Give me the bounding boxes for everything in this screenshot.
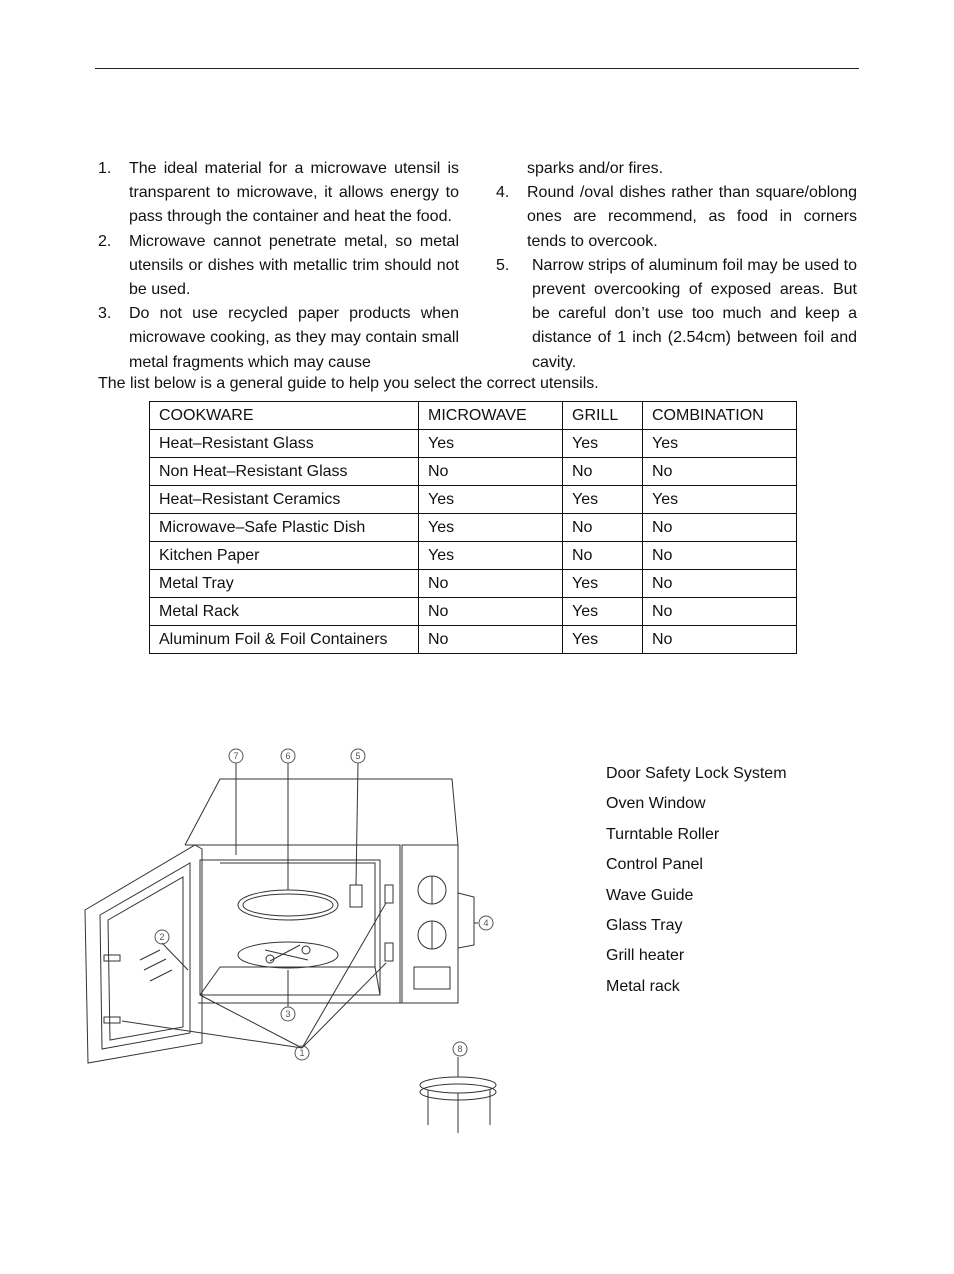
callout-6: 6: [285, 751, 291, 761]
table-cell: Aluminum Foil & Foil Containers: [150, 626, 419, 654]
table-row: [150, 598, 797, 626]
callout-7: 7: [233, 751, 239, 761]
table-header-cell: COOKWARE: [150, 402, 419, 430]
callout-8: 8: [457, 1044, 463, 1054]
table-cell: No: [419, 598, 563, 626]
instruction-number: 5.: [496, 256, 510, 274]
instruction-text: Microwave cannot penetrate metal, so metal utensils or dishes with metallic trim should not be used.: [129, 232, 459, 299]
table-row: [150, 430, 797, 458]
table-cell: Kitchen Paper: [150, 542, 419, 570]
table-row: [150, 570, 797, 598]
table-cell: Yes: [419, 486, 563, 514]
part-label: Door Safety Lock System: [606, 765, 787, 782]
table-cell: Yes: [563, 430, 643, 458]
table-header-cell: MICROWAVE: [419, 402, 563, 430]
callout-5: 5: [355, 751, 361, 761]
table-header-cell: COMBINATION: [643, 402, 797, 430]
instruction-continuation: sparks and/or fires.: [527, 160, 664, 177]
table-cell: No: [563, 542, 643, 570]
table-cell: No: [643, 542, 797, 570]
instruction-text: Narrow strips of aluminum foil may be used to prevent overcooking of exposed areas. But be careful don’t use too much and keep a distance of 1 inch (2.54cm) between foil and cavity.: [532, 256, 857, 371]
table-cell: No: [563, 458, 643, 486]
table-cell: No: [563, 514, 643, 542]
table-cell: No: [419, 458, 563, 486]
table-cell: Microwave–Safe Plastic Dish: [150, 514, 419, 542]
instruction-item-4: [496, 181, 857, 254]
table-cell: Metal Rack: [150, 598, 419, 626]
table-cell: Yes: [563, 486, 643, 514]
part-label: Grill heater: [606, 947, 685, 965]
table-cell: Heat–Resistant Ceramics: [150, 486, 419, 514]
table-cell: No: [643, 458, 797, 486]
instruction-text: Do not use recycled paper products when microwave cooking, as they may contain small metal fragments which may cause: [129, 305, 459, 371]
instruction-number: 4.: [496, 184, 510, 202]
table-cell: Yes: [563, 626, 643, 654]
part-label: Wave Guide: [606, 886, 694, 904]
utensil-table: [149, 401, 797, 654]
table-cell: Yes: [643, 486, 797, 514]
part-label: Turntable Roller: [606, 825, 720, 843]
instruction-number: 2.: [98, 232, 112, 250]
instructions-right-column: [496, 157, 857, 375]
table-cell: Non Heat–Resistant Glass: [150, 458, 419, 486]
table-row: [150, 458, 797, 486]
table-cell: No: [643, 598, 797, 626]
table-cell: Yes: [643, 430, 797, 458]
instruction-text: The ideal material for a microwave utensil is transparent to microwave, it allows energy to pass through the container and heat the food.: [129, 160, 459, 226]
table-cell: No: [643, 514, 797, 542]
part-label: Oven Window: [606, 795, 706, 813]
callout-4: 4: [483, 918, 489, 928]
table-cell: Heat–Resistant Glass: [150, 430, 419, 458]
utensil-guide-intro: The list below is a general guide to help you select the correct utensils.: [98, 375, 599, 392]
instruction-item-5: [496, 254, 857, 375]
header-rule: [95, 68, 859, 69]
microwave-diagram: [80, 745, 510, 1140]
part-label: Metal rack: [606, 977, 680, 995]
callout-2: 2: [159, 932, 165, 942]
table-cell: No: [643, 626, 797, 654]
callout-1: 1: [299, 1048, 305, 1058]
part-label: Glass Tray: [606, 917, 683, 935]
table-header-row: [150, 402, 797, 430]
instruction-item-1: [98, 157, 459, 230]
instruction-number: 3.: [98, 305, 112, 323]
instruction-item-3: [98, 302, 459, 375]
table-cell: Yes: [419, 514, 563, 542]
table-cell: Yes: [563, 598, 643, 626]
table-cell: No: [643, 570, 797, 598]
instruction-item-2: [98, 230, 459, 303]
instruction-number: 1.: [98, 160, 112, 177]
instruction-text: Round /oval dishes rather than square/oblong ones are recommend, as food in corners tends to overcook.: [527, 184, 857, 250]
table-cell: Yes: [419, 430, 563, 458]
parts-list: [606, 759, 787, 1002]
table-row: [150, 514, 797, 542]
table-cell: No: [419, 570, 563, 598]
table-row: [150, 542, 797, 570]
table-row: [150, 486, 797, 514]
callout-3: 3: [285, 1009, 291, 1019]
table-row: [150, 626, 797, 654]
table-cell: Yes: [419, 542, 563, 570]
part-label: Control Panel: [606, 856, 703, 874]
table-cell: Yes: [563, 570, 643, 598]
instructions-left-column: [98, 157, 459, 375]
table-header-cell: GRILL: [563, 402, 643, 430]
table-cell: No: [419, 626, 563, 654]
table-cell: Metal Tray: [150, 570, 419, 598]
